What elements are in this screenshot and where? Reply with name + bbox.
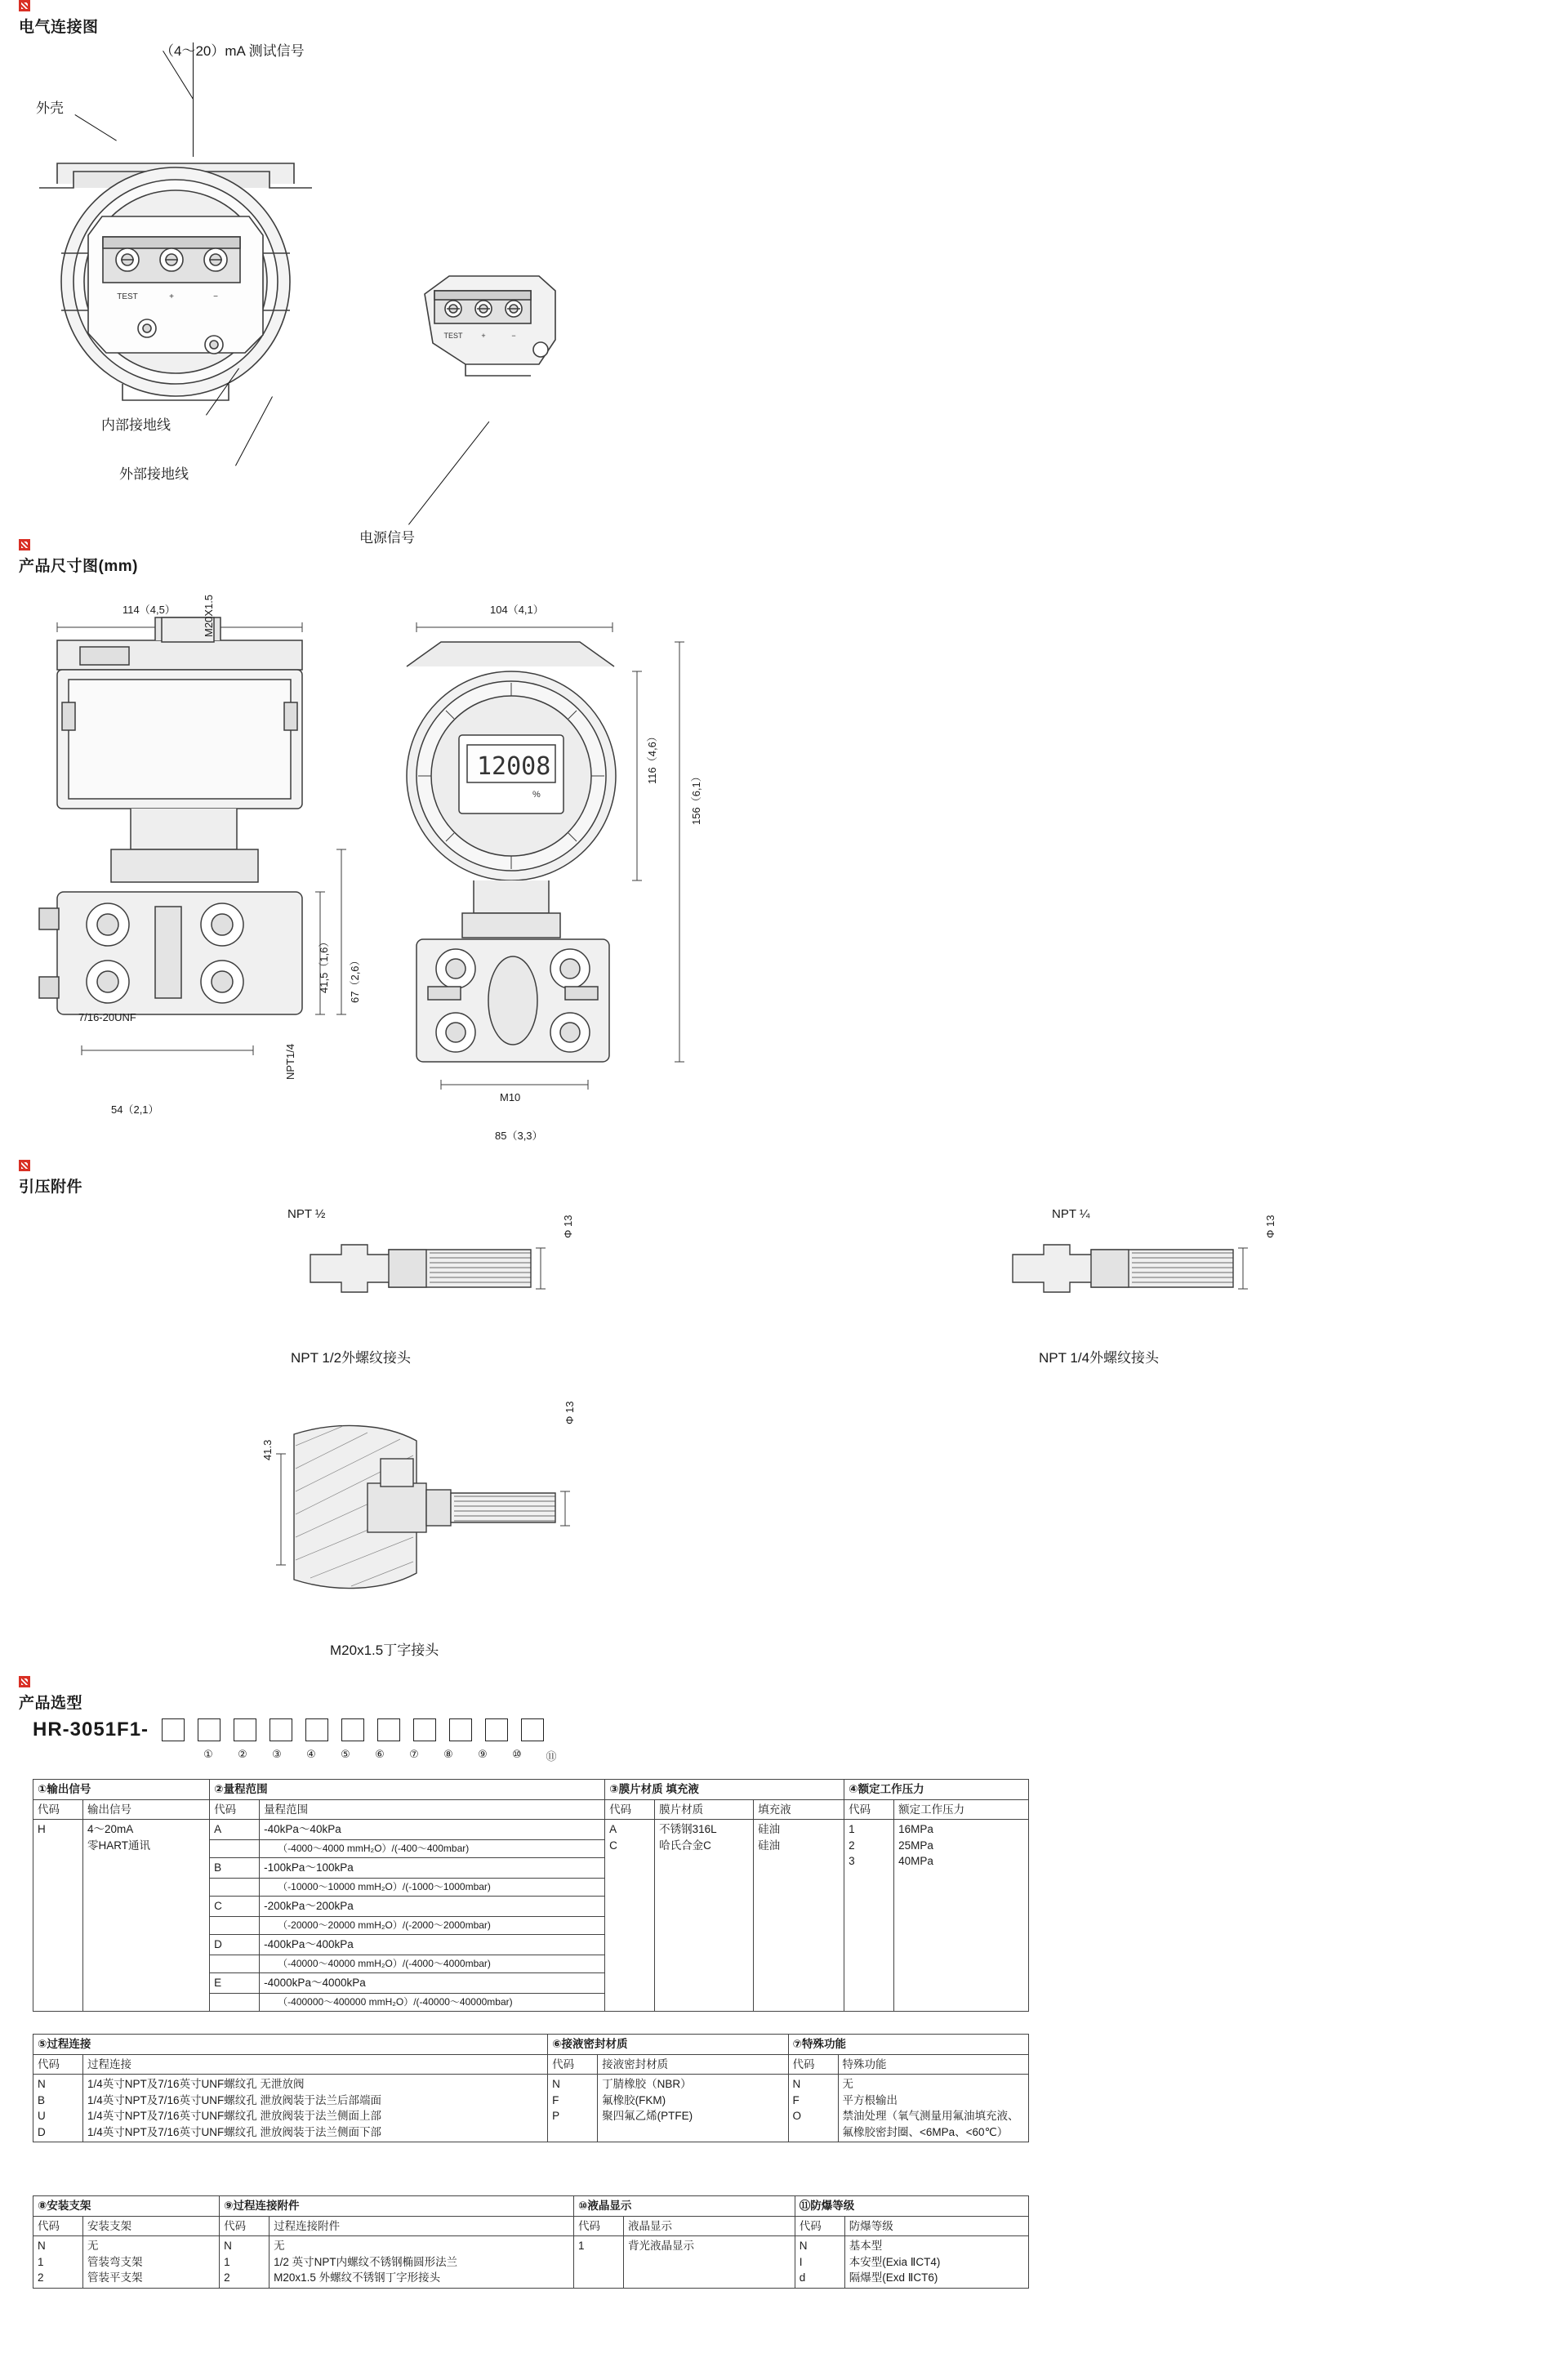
- selection-table-bottom: [33, 2195, 1029, 2289]
- group-title-diaphragm: ③膜片材质 填充液: [605, 1780, 844, 1800]
- cell-b2-value: -40kPa～40kPa: [260, 1820, 605, 1840]
- b6-val-p: 聚四氟乙烯(PTFE): [602, 2110, 693, 2123]
- b9-val-2: M20x1.5 外螺纹不锈钢丁字形接头: [274, 2271, 441, 2284]
- table-row: [33, 2216, 1029, 2236]
- group-title-seal: ⑥接液密封材质: [548, 2035, 788, 2055]
- b7-code-o: O: [792, 2110, 802, 2123]
- col-head-fill: 填充液: [754, 1799, 844, 1820]
- code-index-6: ⑥: [375, 1748, 385, 1760]
- cell-b5-value: [83, 2075, 548, 2142]
- table-row: [33, 2054, 1029, 2075]
- section-title-selection: 产品选型: [19, 1695, 83, 1712]
- b9-val-1: 1/2 英寸NPT内螺纹不锈钢椭圆形法兰: [274, 2255, 458, 2268]
- svg-text:%: %: [532, 790, 541, 800]
- cell-b3-material: [655, 1820, 754, 2012]
- b6-code-n: N: [552, 2078, 560, 2091]
- cell-b8-value: [83, 2236, 220, 2289]
- cell-b2-value: -100kPa～100kPa: [260, 1858, 605, 1879]
- b8-code-n: N: [38, 2240, 46, 2253]
- section-title-wiring: 电气连接图: [19, 19, 99, 36]
- table-row: [33, 1780, 1029, 1800]
- dim-label-41-5: 41,5（1,6）: [318, 936, 330, 993]
- b4-val-3: 40MPa: [898, 1855, 933, 1868]
- model-prefix: HR-3051F1-: [33, 1718, 149, 1741]
- cell-b1-value: [83, 1820, 210, 2012]
- b11-val-i: 本安型(Exia ⅡCT4): [849, 2255, 941, 2268]
- cell-b2-value: （-4000～4000 mmH₂O）/(-400～400mbar): [260, 1839, 605, 1857]
- label-external-ground: 外部接地线: [119, 466, 189, 482]
- dim-label-unf: 7/16-20UNF: [78, 1011, 136, 1023]
- cell-b9-value: [270, 2236, 574, 2289]
- col-head-process-acc: 过程连接附件: [270, 2216, 574, 2236]
- cell-b2-code: [210, 1839, 260, 1857]
- b9-code-n: N: [224, 2240, 232, 2253]
- cell-b2-code: D: [210, 1934, 260, 1955]
- b6-code-f: F: [552, 2093, 559, 2106]
- cell-b11-value: [844, 2236, 1028, 2289]
- section-marker-wiring: [19, 0, 30, 11]
- code-box-2[interactable]: [198, 1718, 220, 1741]
- svg-text:−: −: [213, 292, 218, 301]
- b9-code-1: 1: [224, 2255, 230, 2268]
- b5-val-b: 1/4英寸NPT及7/16英寸UNF螺纹孔 泄放阀装于法兰后部端面: [87, 2093, 382, 2106]
- table-row: [33, 2035, 1029, 2055]
- caption-m20: M20x1.5丁字接头: [330, 1643, 439, 1658]
- b1-code-h: H: [38, 1823, 46, 1836]
- col-head-code-5: 代码: [33, 2054, 83, 2075]
- code-box-8[interactable]: [413, 1718, 436, 1741]
- b1-val-2: 零HART通讯: [87, 1839, 151, 1852]
- col-head-output: 输出信号: [83, 1799, 210, 1820]
- code-index-4: ④: [306, 1748, 316, 1760]
- b8-val-1: 管装弯支架: [87, 2255, 143, 2268]
- cell-b11-code: [795, 2236, 844, 2289]
- dim-label-104: 104（4,1）: [490, 604, 544, 616]
- section-title-accessories: 引压附件: [19, 1179, 83, 1196]
- b6-val-n: 丁腈橡胶（NBR）: [602, 2078, 692, 2091]
- dim-label-67: 67（2,6）: [349, 955, 361, 1003]
- col-head-lcd: 液晶显示: [624, 2216, 795, 2236]
- label-npt12-tag: NPT ½: [287, 1207, 326, 1221]
- svg-text:−: −: [511, 332, 516, 340]
- b1-val-1: 4～20mA: [87, 1823, 134, 1836]
- col-head-code-8: 代码: [33, 2216, 83, 2236]
- group-title-bracket: ⑧安装支架: [33, 2196, 220, 2217]
- col-head-code-4: 代码: [844, 1799, 894, 1820]
- selection-table-middle: [33, 2034, 1029, 2142]
- cell-b2-value: （-40000～40000 mmH₂O）/(-4000～4000mbar): [260, 1955, 605, 1972]
- section-title-dimensions: 产品尺寸图(mm): [19, 558, 138, 575]
- b3-mat-c: 哈氏合金C: [659, 1839, 711, 1852]
- label-m20-413: 41.3: [261, 1439, 274, 1460]
- dim-label-85: 85（3,3）: [495, 1130, 543, 1142]
- fitting-npt12-drawing: [286, 1225, 555, 1331]
- model-code-row: [33, 1718, 544, 1741]
- group-title-special: ⑦特殊功能: [788, 2035, 1028, 2055]
- code-box-3[interactable]: [234, 1718, 256, 1741]
- cell-b7-value: [838, 2075, 1028, 2142]
- b3-fill-a: 硅油: [758, 1823, 781, 1836]
- cell-b2-code: B: [210, 1858, 260, 1879]
- col-head-seal: 接液密封材质: [598, 2054, 788, 2075]
- col-head-code-9: 代码: [220, 2216, 270, 2236]
- svg-text:+: +: [169, 292, 174, 301]
- b4-code-1: 1: [849, 1823, 855, 1836]
- b10-val-1: 背光液晶显示: [628, 2240, 694, 2253]
- label-npt14-tag: NPT ¼: [1052, 1207, 1090, 1221]
- leader-power-signal: [408, 421, 489, 525]
- col-head-code-1: 代码: [33, 1799, 83, 1820]
- b7-val-o2: 氟橡胶密封圈、<6MPa、<60℃）: [842, 2125, 1009, 2138]
- b10-code-1: 1: [578, 2240, 585, 2253]
- dim-label-156: 156（6,1）: [690, 771, 702, 825]
- group-title-ex: ⑪防爆等级: [795, 2196, 1028, 2217]
- code-index-row: [185, 1748, 562, 1764]
- label-internal-ground: 内部接地线: [101, 417, 171, 433]
- b7-code-f: F: [792, 2093, 800, 2106]
- col-head-code-2: 代码: [210, 1799, 260, 1820]
- b11-code-i: I: [799, 2255, 803, 2268]
- label-m20-phi: Φ 13: [564, 1401, 576, 1424]
- wiring-housing-drawing: [24, 139, 376, 417]
- cell-b2-value: -4000kPa～4000kPa: [260, 1972, 605, 1993]
- b5-val-d: 1/4英寸NPT及7/16英寸UNF螺纹孔 泄放阀装于法兰侧面下部: [87, 2125, 382, 2138]
- code-index-8: ⑧: [443, 1748, 453, 1760]
- dim-label-npt: NPT1/4: [284, 1043, 296, 1080]
- cell-b7-code: [788, 2075, 838, 2142]
- section-marker-dimensions: [19, 539, 30, 550]
- cell-b8-code: [33, 2236, 83, 2289]
- dim-label-116: 116（4,6）: [646, 731, 658, 784]
- cell-b2-code: E: [210, 1972, 260, 1993]
- group-title-process: ⑤过程连接: [33, 2035, 548, 2055]
- fitting-npt14-drawing: [988, 1225, 1258, 1331]
- wiring-terminal-side-drawing: [416, 261, 604, 392]
- b11-code-d: d: [799, 2271, 806, 2284]
- code-index-3: ③: [272, 1748, 282, 1760]
- cell-b5-code: [33, 2075, 83, 2142]
- b5-val-u: 1/4英寸NPT及7/16英寸UNF螺纹孔 泄放阀装于法兰侧面上部: [87, 2110, 382, 2123]
- cell-b6-code: [548, 2075, 598, 2142]
- svg-text:TEST: TEST: [117, 292, 138, 301]
- table-row: [33, 1799, 1029, 1820]
- cell-b2-code: [210, 1916, 260, 1934]
- caption-npt12: NPT 1/2外螺纹接头: [291, 1350, 412, 1366]
- code-box-6[interactable]: [341, 1718, 364, 1741]
- b11-code-n: N: [799, 2240, 808, 2253]
- svg-text:TEST: TEST: [443, 332, 463, 340]
- col-head-bracket: 安装支架: [83, 2216, 220, 2236]
- col-head-ex: 防爆等级: [844, 2216, 1028, 2236]
- b5-code-b: B: [38, 2093, 46, 2106]
- b4-code-3: 3: [849, 1855, 855, 1868]
- b4-val-1: 16MPa: [898, 1823, 933, 1836]
- col-head-pressure: 额定工作压力: [894, 1799, 1029, 1820]
- cell-b9-code: [220, 2236, 270, 2289]
- dim-label-114: 114（4,5）: [122, 604, 176, 616]
- b7-code-n: N: [792, 2078, 801, 2091]
- col-head-code-3: 代码: [605, 1799, 655, 1820]
- code-index-7: ⑦: [409, 1748, 419, 1760]
- cell-b2-code: [210, 1878, 260, 1896]
- b8-code-1: 1: [38, 2255, 44, 2268]
- cell-b1-code: [33, 1820, 83, 2012]
- code-box-5[interactable]: [305, 1718, 328, 1741]
- group-title-lcd: ⑩液晶显示: [574, 2196, 795, 2217]
- b7-val-o: 禁油处理（氧气测量用氟油填充液、: [842, 2110, 1019, 2123]
- b3-code-c: C: [609, 1839, 617, 1852]
- label-test-signal: （4～20）mA 测试信号: [160, 43, 305, 59]
- caption-npt14: NPT 1/4外螺纹接头: [1039, 1350, 1160, 1366]
- cell-b10-code: [574, 2236, 624, 2289]
- cell-b2-value: （-10000～10000 mmH₂O）/(-1000～1000mbar): [260, 1878, 605, 1896]
- code-index-2: ②: [238, 1748, 247, 1760]
- b3-fill-c: 硅油: [758, 1839, 781, 1852]
- b9-code-2: 2: [224, 2271, 230, 2284]
- b8-code-2: 2: [38, 2271, 44, 2284]
- svg-text:12008: 12008: [477, 752, 551, 781]
- b3-mat-a: 不锈钢316L: [659, 1823, 717, 1836]
- cell-b3-fill: [754, 1820, 844, 2012]
- code-box-10[interactable]: [485, 1718, 508, 1741]
- code-index-10: ⑩: [512, 1748, 522, 1760]
- b8-val-2: 管装平支架: [87, 2271, 143, 2284]
- code-index-1: ①: [203, 1748, 213, 1760]
- dimension-drawing-left: [33, 604, 359, 1111]
- b3-code-a: A: [609, 1823, 617, 1836]
- b9-val-n: 无: [274, 2240, 285, 2253]
- cell-b2-value: -200kPa～200kPa: [260, 1897, 605, 1917]
- cell-b2-code: [210, 1955, 260, 1972]
- group-title-pressure: ④额定工作压力: [844, 1780, 1029, 1800]
- col-head-code-7: 代码: [788, 2054, 838, 2075]
- cell-b2-code: A: [210, 1820, 260, 1840]
- col-head-process: 过程连接: [83, 2054, 548, 2075]
- b8-val-n: 无: [87, 2240, 99, 2253]
- leader-test-signal: [193, 42, 194, 157]
- b6-val-f: 氟橡胶(FKM): [602, 2093, 666, 2106]
- dim-label-m20: M20X1.5: [203, 594, 215, 637]
- group-title-range: ②量程范围: [210, 1780, 605, 1800]
- b5-code-u: U: [38, 2110, 46, 2123]
- group-title-output: ①输出信号: [33, 1780, 210, 1800]
- cell-b2-value: -400kPa～400kPa: [260, 1934, 605, 1955]
- b4-val-2: 25MPa: [898, 1839, 933, 1852]
- code-index-5: ⑤: [341, 1748, 350, 1760]
- cell-b2-code: [210, 1993, 260, 2011]
- dim-label-m10: M10: [500, 1091, 521, 1103]
- cell-b3-code: [605, 1820, 655, 2012]
- cell-b2-value: （-20000～20000 mmH₂O）/(-2000～2000mbar): [260, 1916, 605, 1934]
- section-marker-accessories: [19, 1160, 30, 1171]
- cell-b4-code: [844, 1820, 894, 2012]
- code-box-1[interactable]: [162, 1718, 185, 1741]
- b7-val-n: 无: [842, 2078, 854, 2091]
- label-npt12-phi: Φ 13: [562, 1215, 574, 1238]
- b5-val-n: 1/4英寸NPT及7/16英寸UNF螺纹孔 无泄放阀: [87, 2078, 305, 2091]
- svg-text:+: +: [481, 332, 486, 340]
- code-box-4[interactable]: [270, 1718, 292, 1741]
- label-housing: 外壳: [36, 100, 64, 116]
- section-marker-selection: [19, 1676, 30, 1687]
- b11-val-d: 隔爆型(Exd ⅡCT6): [849, 2271, 938, 2284]
- dimension-drawing-right: [392, 604, 735, 1111]
- cell-b6-value: [598, 2075, 788, 2142]
- cell-b2-value: （-400000～400000 mmH₂O）/(-40000～40000mbar): [260, 1993, 605, 2011]
- code-box-11[interactable]: [521, 1718, 544, 1741]
- dim-label-54: 54（2,1）: [111, 1103, 159, 1116]
- b4-code-2: 2: [849, 1839, 855, 1852]
- col-head-range: 量程范围: [260, 1799, 605, 1820]
- leader-housing: [74, 114, 116, 141]
- cell-b4-value: [894, 1820, 1029, 2012]
- table-row: [33, 1820, 1029, 1840]
- cell-b10-value: [624, 2236, 795, 2289]
- b5-code-n: N: [38, 2078, 46, 2091]
- code-index-9: ⑨: [478, 1748, 488, 1760]
- table-row: [33, 2196, 1029, 2217]
- col-head-code-10: 代码: [574, 2216, 624, 2236]
- fitting-m20-drawing: [245, 1405, 588, 1617]
- col-head-code-6: 代码: [548, 2054, 598, 2075]
- col-head-code-11: 代码: [795, 2216, 844, 2236]
- code-box-9[interactable]: [449, 1718, 472, 1741]
- code-index-11: ⑪: [546, 1750, 557, 1763]
- col-head-diaphragm: 膜片材质: [655, 1799, 754, 1820]
- col-head-special: 特殊功能: [838, 2054, 1028, 2075]
- selection-table-top: [33, 1779, 1029, 2012]
- label-npt14-phi: Φ 13: [1264, 1215, 1276, 1238]
- b7-val-f: 平方根输出: [842, 2093, 898, 2106]
- b11-val-n: 基本型: [849, 2240, 883, 2253]
- code-box-7[interactable]: [377, 1718, 400, 1741]
- cell-b2-code: C: [210, 1897, 260, 1917]
- label-power-signal: 电源信号: [359, 530, 415, 546]
- b6-code-p: P: [552, 2110, 560, 2123]
- b5-code-d: D: [38, 2125, 46, 2138]
- group-title-process-acc: ⑨过程连接附件: [220, 2196, 574, 2217]
